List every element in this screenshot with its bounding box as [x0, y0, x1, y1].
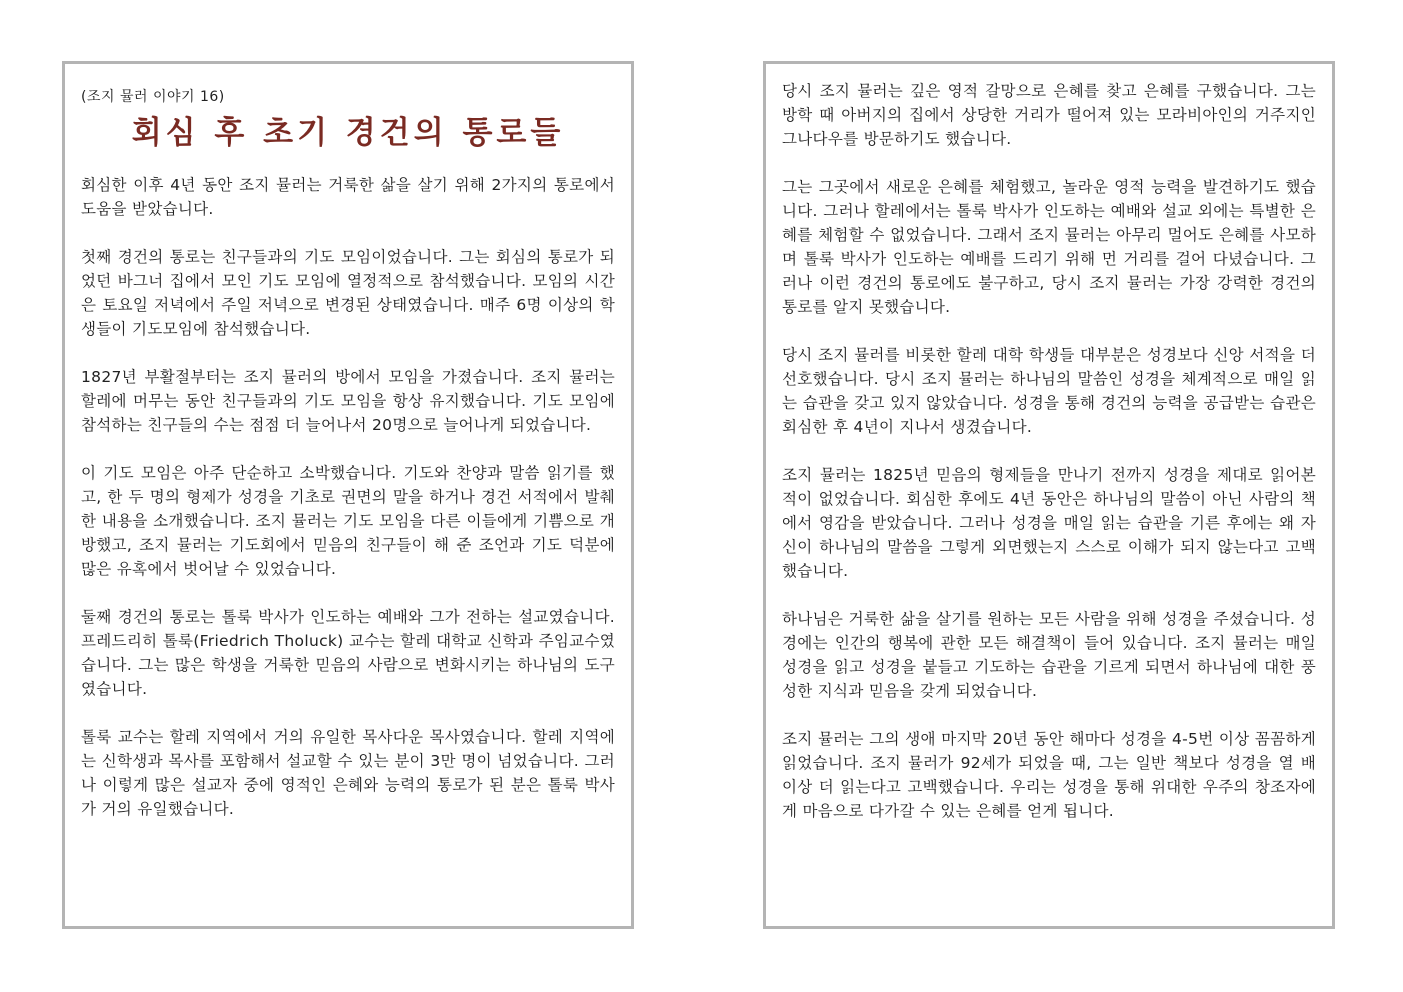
page-title: 회심 후 초기 경건의 통로들: [131, 115, 565, 151]
paragraph: 둘째 경건의 통로는 톨룩 박사가 인도하는 예배와 그가 전하는 설교였습니다. 프레드리히 톨룩(Friedrich Tholuck) 교수는 할레 대학교 신학과 주임교수였습니다. 그는 많은 학생을 거룩한 믿음의 사람으로 변화시키는 하나님의 도구였습니다.: [81, 608, 615, 698]
right-page-content: [782, 79, 1316, 847]
paragraph: 회심한 이후 4년 동안 조지 뮬러는 거룩한 삶을 살기 위해 2가지의 통로에서 도움을 받았습니다.: [81, 176, 615, 218]
series-label: (조지 뮬러 이야기 16): [81, 89, 225, 105]
paragraph: 1827년 부활절부터는 조지 뮬러의 방에서 모임을 가졌습니다. 조지 뮬러는 할레에 머무는 동안 친구들과의 기도 모임을 항상 유지했습니다. 기도 모임에 참석하는 친구들의 수는 점점 더 늘어나서 20명으로 늘어나게 되었습니다.: [81, 368, 615, 434]
left-page-content: [81, 87, 615, 845]
paragraph: 당시 조지 뮬러는 깊은 영적 갈망으로 은혜를 찾고 은혜를 구했습니다. 그는 방학 때 아버지의 집에서 상당한 거리가 떨어져 있는 모라비아인의 거주지인 그나다우를 방문하기도 했습니다.: [782, 82, 1316, 148]
paragraph: 첫째 경건의 통로는 친구들과의 기도 모임이었습니다. 그는 회심의 통로가 되었던 바그너 집에서 모인 기도 모임에 열정적으로 참석했습니다. 모임의 시간은 토요일 저녁에서 주일 저녁으로 변경된 상태였습니다. 매주 6명 이상의 학생들이 기도모임에 참석했습니다.: [81, 248, 615, 338]
paragraph: 조지 뮬러는 1825년 믿음의 형제들을 만나기 전까지 성경을 제대로 읽어본 적이 없었습니다. 회심한 후에도 4년 동안은 하나님의 말씀이 아닌 사람의 책에서 영감을 받았습니다. 그러나 성경을 매일 읽는 습관을 기른 후에는 왜 자신이 하나님의 말씀을 그렇게 외면했는지 스스로 이해가 되지 않는다고 고백했습니다.: [782, 466, 1316, 580]
paragraph: 당시 조지 뮬러를 비롯한 할레 대학 학생들 대부분은 성경보다 신앙 서적을 더 선호했습니다. 당시 조지 뮬러는 하나님의 말씀인 성경을 체계적으로 매일 읽는 습관을 갖고 있지 않았습니다. 성경을 통해 경건의 능력을 공급받는 습관은 회심한 후 4년이 지나서 생겼습니다.: [782, 346, 1316, 436]
paragraph: 하나님은 거룩한 삶을 살기를 원하는 모든 사람을 위해 성경을 주셨습니다. 성경에는 인간의 행복에 관한 모든 해결책이 들어 있습니다. 조지 뮬러는 매일 성경을 읽고 성경을 붙들고 기도하는 습관을 기르게 되면서 하나님에 대한 풍성한 지식과 믿음을 갖게 되었습니다.: [782, 610, 1316, 700]
paragraph: 이 기도 모임은 아주 단순하고 소박했습니다. 기도와 찬양과 말씀 읽기를 했고, 한 두 명의 형제가 성경을 기초로 권면의 말을 하거나 경건 서적에서 발췌한 내용을 소개했습니다. 조지 뮬러는 기도 모임을 다른 이들에게 기쁨으로 개방했고, 조지 뮬러는 기도회에서 믿음의 친구들이 해 준 조언과 기도 덕분에 많은 유혹에서 벗어날 수 있었습니다.: [81, 464, 615, 578]
paragraph: 톨룩 교수는 할레 지역에서 거의 유일한 목사다운 목사였습니다. 할레 지역에는 신학생과 목사를 포함해서 설교할 수 있는 분이 3만 명이 넘었습니다. 그러나 이렇게 많은 설교자 중에 영적인 은혜와 능력의 통로가 된 분은 톨룩 박사가 거의 유일했습니다.: [81, 728, 615, 818]
paragraph: 조지 뮬러는 그의 생애 마지막 20년 동안 해마다 성경을 4-5번 이상 꼼꼼하게 읽었습니다. 조지 뮬러가 92세가 되었을 때, 그는 일반 책보다 성경을 열 배 이상 더 읽는다고 고백했습니다. 우리는 성경을 통해 위대한 우주의 창조자에게 마음으로 다가갈 수 있는 은혜를 얻게 됩니다.: [782, 730, 1316, 820]
paragraph: 그는 그곳에서 새로운 은혜를 체험했고, 놀라운 영적 능력을 발견하기도 했습니다. 그러나 할레에서는 톨룩 박사가 인도하는 예배와 설교 외에는 특별한 은혜를 체험할 수 없었습니다. 그래서 조지 뮬러는 아무리 멀어도 은혜를 사모하며 톨룩 박사가 인도하는 예배를 드리기 위해 먼 거리를 걸어 다녔습니다. 그러나 이런 경건의 통로에도 불구하고, 당시 조지 뮬러는 가장 강력한 경건의 통로를 알지 못했습니다.: [782, 178, 1316, 316]
right-page: [763, 61, 1335, 929]
left-page: [62, 61, 634, 929]
